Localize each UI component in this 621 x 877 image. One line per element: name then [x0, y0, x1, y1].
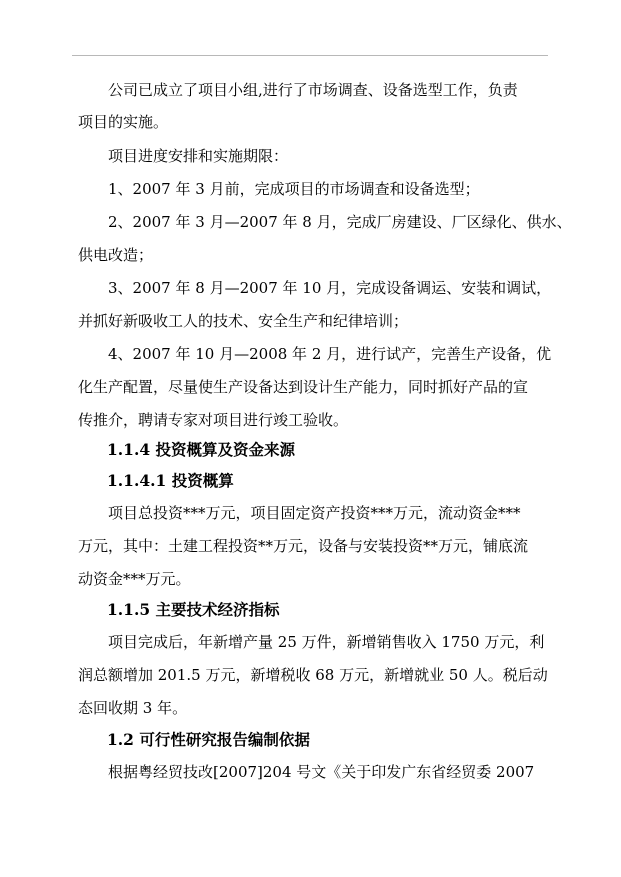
paragraph-line: 动资金***万元。 [78, 570, 191, 588]
paragraph-line: 润总额增加 201.5 万元，新增税收 68 万元，新增就业 50 人。税后动 [78, 666, 548, 684]
paragraph-line: 供电改造； [78, 246, 154, 264]
paragraph-line: 万元，其中：土建工程投资**万元，设备与安装投资**万元，铺底流 [78, 537, 529, 555]
header-rule [72, 55, 548, 56]
paragraph-line: 项目进度安排和实施期限： [108, 147, 289, 165]
paragraph-line: 项目总投资***万元，项目固定资产投资***万元，流动资金*** [108, 504, 521, 522]
paragraph-line: 4、2007 年 10 月—2008 年 2 月，进行试产，完善生产设备，优 [108, 345, 552, 363]
subsection-heading: 1.1.4.1 投资概算 [107, 471, 234, 490]
paragraph-line: 2、2007 年 3 月—2007 年 8 月，完成厂房建设、厂区绿化、供水、 [108, 213, 572, 231]
paragraph-line: 传推介，聘请专家对项目进行竣工验收。 [78, 411, 349, 429]
paragraph-line: 公司已成立了项目小组,进行了市场调查、设备选型工作，负责 [108, 81, 518, 99]
paragraph-line: 态回收期 3 年。 [78, 699, 188, 717]
section-heading: 1.1.4 投资概算及资金来源 [107, 440, 296, 459]
section-heading: 1.2 可行性研究报告编制依据 [107, 730, 310, 749]
section-heading: 1.1.5 主要技术经济指标 [107, 600, 280, 619]
paragraph-line: 并抓好新吸收工人的技术、安全生产和纪律培训； [78, 312, 409, 330]
paragraph-line: 化生产配置，尽量使生产设备达到设计生产能力，同时抓好产品的宣 [78, 378, 529, 396]
paragraph-line: 3、2007 年 8 月—2007 年 10 月，完成设备调运、安装和调试， [108, 279, 552, 297]
paragraph-line: 项目完成后，年新增产量 25 万件，新增销售收入 1750 万元，利 [108, 633, 545, 651]
paragraph-line: 项目的实施。 [78, 113, 169, 131]
paragraph-line: 根据粤经贸技改[2007]204 号文《关于印发广东省经贸委 2007 [108, 763, 535, 781]
paragraph-line: 1、2007 年 3 月前，完成项目的市场调查和设备选型； [108, 180, 480, 198]
